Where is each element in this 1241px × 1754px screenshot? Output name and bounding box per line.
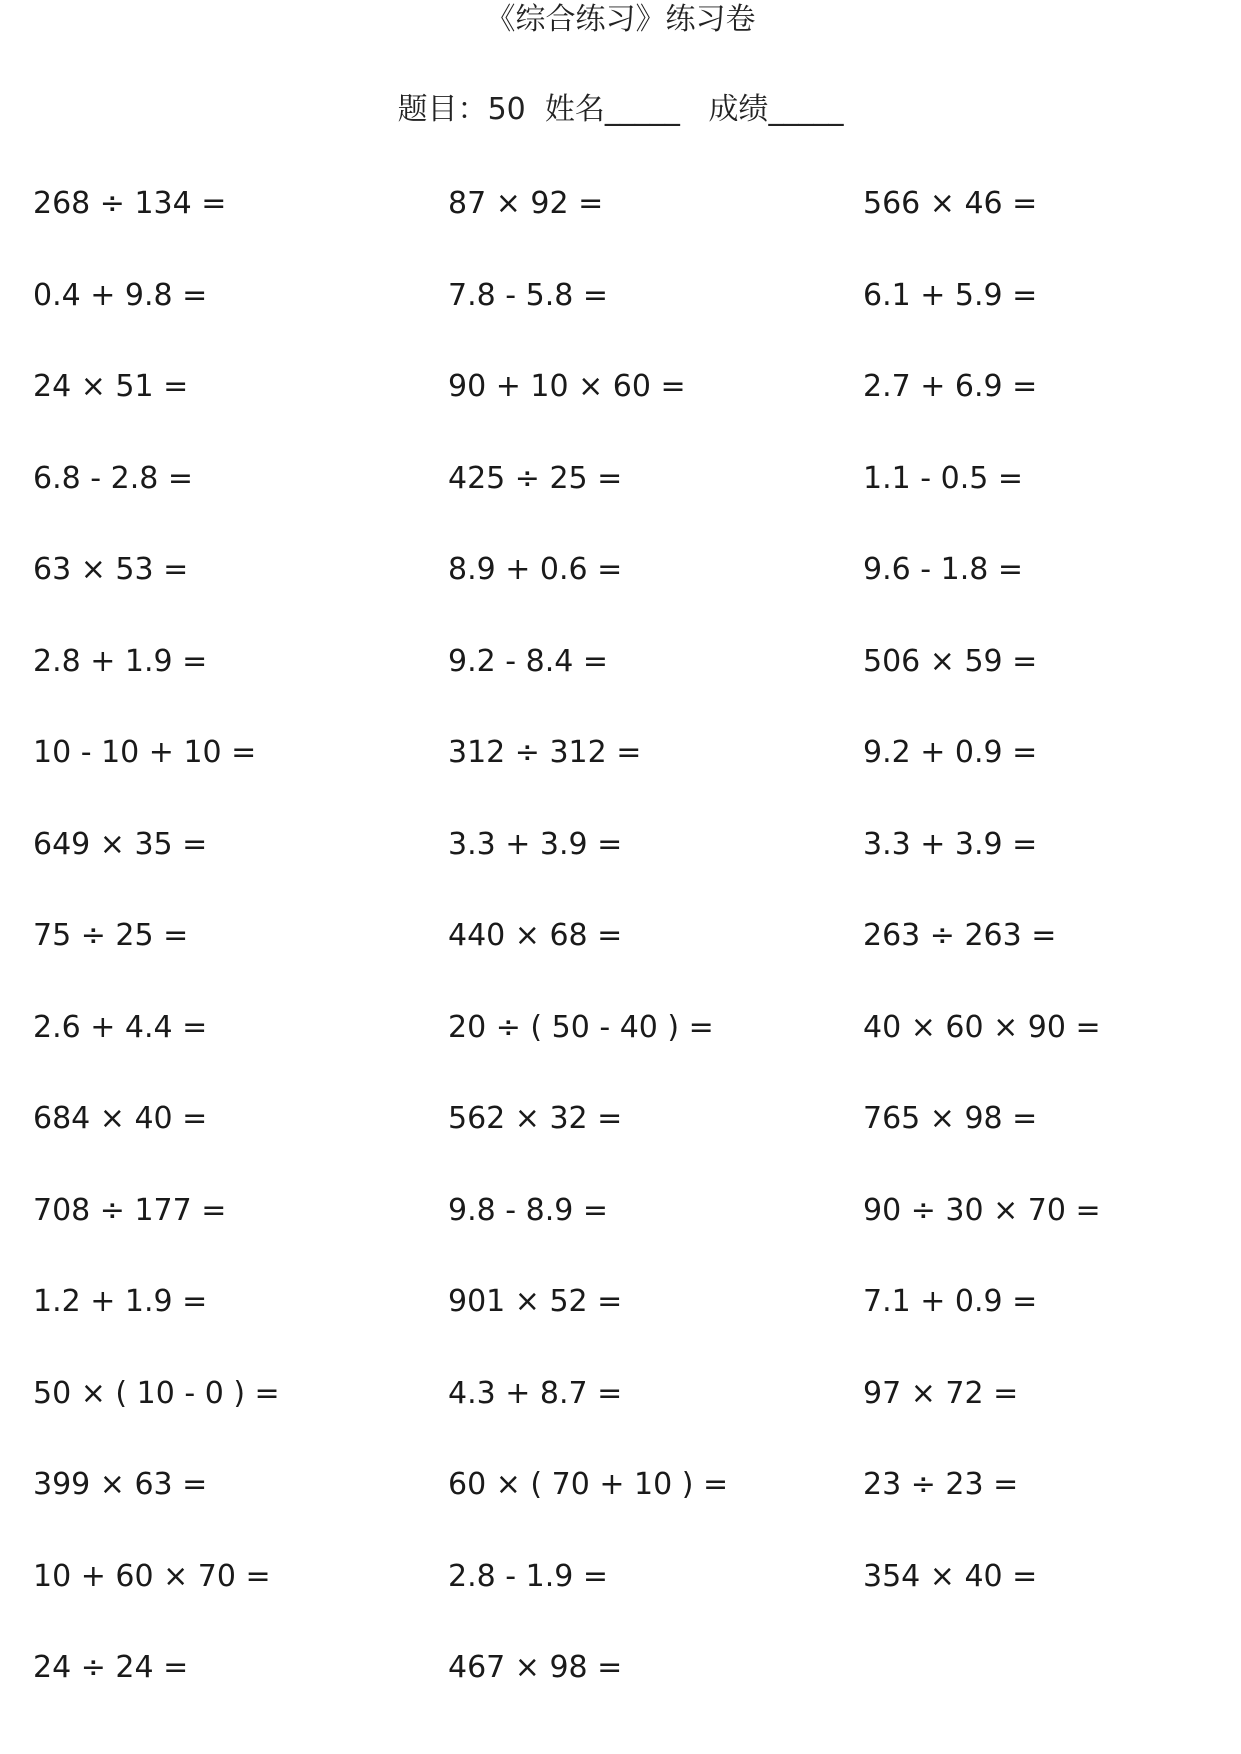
problem-item: 399 × 63 = [33, 1467, 208, 1502]
problem-item: 765 × 98 = [863, 1101, 1038, 1136]
score-blank: _____ [768, 92, 844, 127]
problem-item: 312 ÷ 312 = [448, 735, 642, 770]
problem-item: 425 ÷ 25 = [448, 460, 623, 496]
problem-item: 10 + 60 × 70 = [33, 1558, 271, 1594]
problem-item: 3.3 + 3.9 = [448, 826, 623, 862]
problem-item: 90 + 10 × 60 = [448, 369, 686, 404]
problem-item: 8.9 + 0.6 = [448, 552, 623, 587]
problem-item: 9.6 - 1.8 = [863, 552, 1023, 587]
problem-item: 2.8 - 1.9 = [448, 1558, 608, 1594]
problem-item: 2.6 + 4.4 = [33, 1009, 208, 1045]
problem-item: 506 × 59 = [863, 643, 1038, 679]
problem-item: 467 × 98 = [448, 1650, 623, 1685]
problem-item: 10 - 10 + 10 = [33, 735, 257, 770]
worksheet-info-line [0, 90, 1241, 130]
name-label: 姓名 [544, 92, 605, 127]
problem-item: 90 ÷ 30 × 70 = [863, 1192, 1101, 1228]
problem-item: 0.4 + 9.8 = [33, 277, 208, 313]
problem-item: 7.1 + 0.9 = [863, 1284, 1038, 1319]
problem-item: 684 × 40 = [33, 1101, 208, 1136]
problem-item: 440 × 68 = [448, 918, 623, 953]
problem-item: 268 ÷ 134 = [33, 186, 227, 221]
score-label: 成绩 [708, 92, 769, 127]
question-count-value: 50 [487, 92, 526, 127]
problem-item: 20 ÷ ( 50 - 40 ) = [448, 1009, 714, 1045]
problem-item: 23 ÷ 23 = [863, 1467, 1019, 1502]
problem-item: 1.2 + 1.9 = [33, 1284, 208, 1319]
problem-item: 60 × ( 70 + 10 ) = [448, 1467, 729, 1502]
name-blank: _____ [604, 92, 680, 127]
problem-item: 75 ÷ 25 = [33, 918, 189, 953]
question-count-label: 题目： [397, 92, 488, 127]
problem-item: 40 × 60 × 90 = [863, 1009, 1101, 1045]
problem-item: 2.7 + 6.9 = [863, 369, 1038, 404]
problem-item: 9.8 - 8.9 = [448, 1192, 608, 1228]
problem-item: 354 × 40 = [863, 1558, 1038, 1594]
problem-item: 87 × 92 = [448, 186, 604, 221]
problem-item: 649 × 35 = [33, 826, 208, 862]
problem-item: 263 ÷ 263 = [863, 918, 1057, 953]
problem-item: 63 × 53 = [33, 552, 189, 587]
problem-item: 24 × 51 = [33, 369, 189, 404]
problem-item: 9.2 + 0.9 = [863, 735, 1038, 770]
problem-item: 6.8 - 2.8 = [33, 460, 193, 496]
problem-item: 708 ÷ 177 = [33, 1192, 227, 1228]
problem-item: 97 × 72 = [863, 1375, 1019, 1411]
problem-item: 50 × ( 10 - 0 ) = [33, 1375, 280, 1411]
problem-item: 9.2 - 8.4 = [448, 643, 608, 679]
problem-grid [33, 184, 1223, 1740]
worksheet-title: 《综合练习》练习卷 [485, 2, 756, 37]
problem-item: 562 × 32 = [448, 1101, 623, 1136]
problem-item: 2.8 + 1.9 = [33, 643, 208, 679]
problem-item: 566 × 46 = [863, 186, 1038, 221]
problem-item: 7.8 - 5.8 = [448, 277, 608, 313]
problem-item: 901 × 52 = [448, 1284, 623, 1319]
problem-item: 4.3 + 8.7 = [448, 1375, 623, 1411]
problem-item: 1.1 - 0.5 = [863, 460, 1023, 496]
problem-item: 24 ÷ 24 = [33, 1650, 189, 1685]
problem-item: 6.1 + 5.9 = [863, 277, 1038, 313]
problem-item: 3.3 + 3.9 = [863, 826, 1038, 862]
